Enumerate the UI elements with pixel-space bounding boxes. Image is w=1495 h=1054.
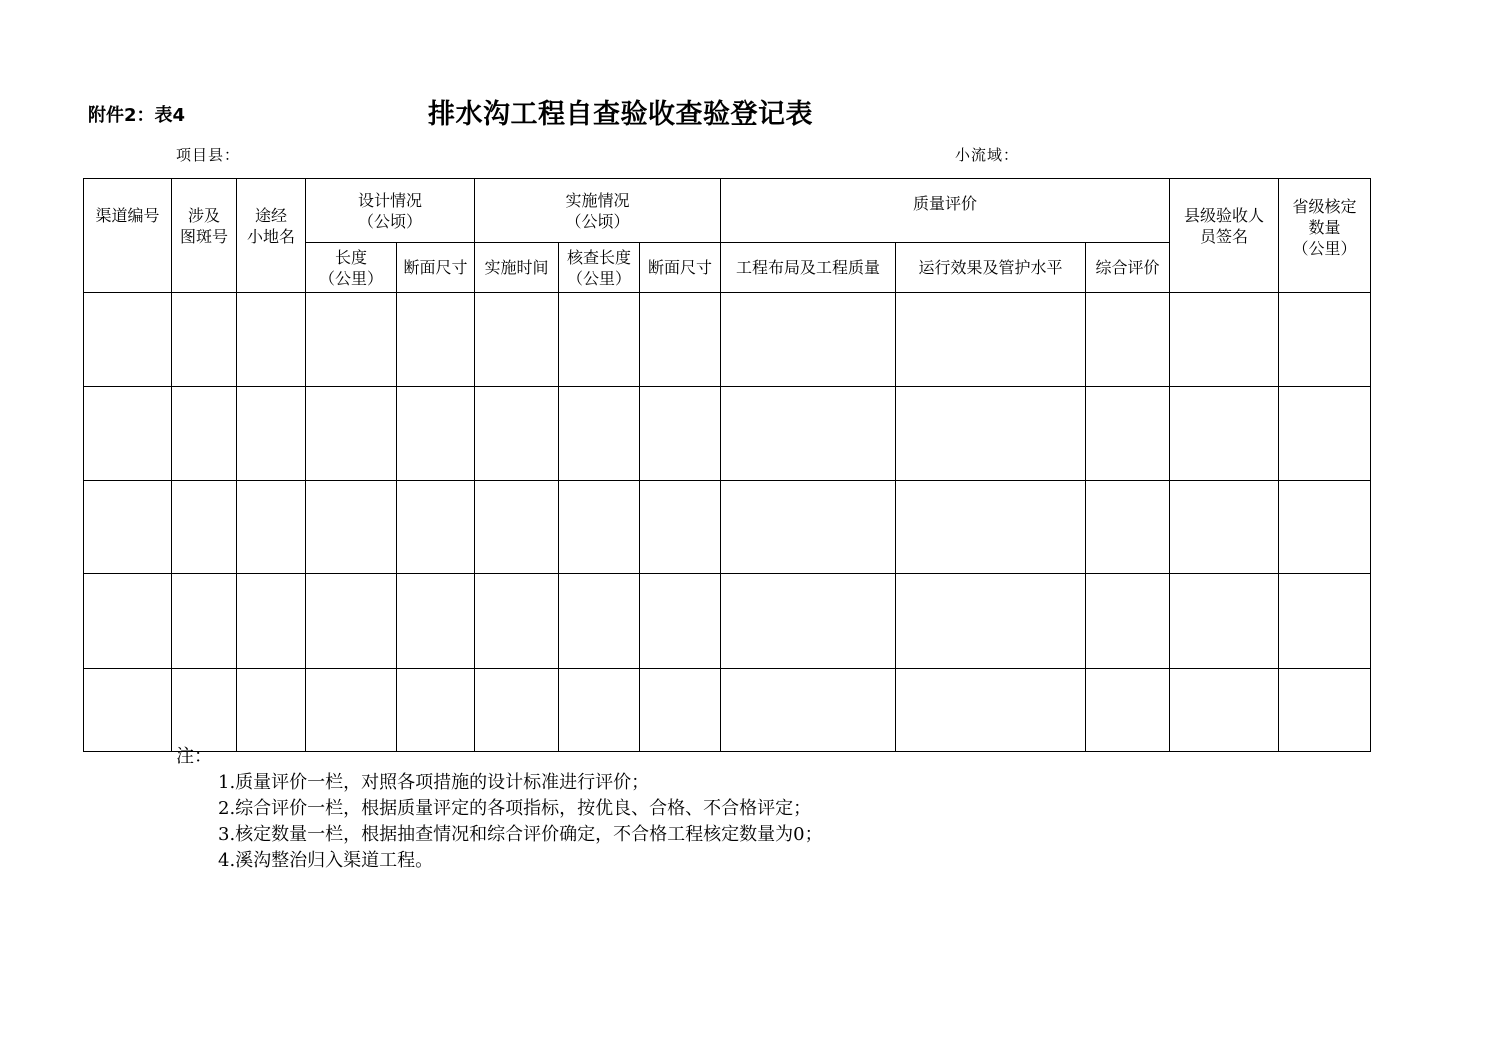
header-design-section: 断面尺寸 bbox=[397, 243, 475, 293]
table-cell[interactable] bbox=[640, 387, 721, 481]
header-channel-no: 渠道编号 bbox=[84, 179, 172, 293]
table-cell[interactable] bbox=[237, 481, 306, 574]
table-cell[interactable] bbox=[1279, 669, 1371, 752]
table-cell[interactable] bbox=[721, 387, 896, 481]
table-cell[interactable] bbox=[84, 387, 172, 481]
table-cell[interactable] bbox=[559, 481, 640, 574]
notes-section bbox=[176, 744, 823, 874]
table-cell[interactable] bbox=[172, 574, 237, 669]
table-cell[interactable] bbox=[397, 574, 475, 669]
table-cell[interactable] bbox=[306, 481, 397, 574]
table-cell[interactable] bbox=[1170, 669, 1279, 752]
table-cell[interactable] bbox=[1170, 481, 1279, 574]
header-province-quantity: 省级核定 数量 （公里） bbox=[1279, 179, 1371, 293]
table-cell[interactable] bbox=[1086, 293, 1170, 387]
header-layout-quality: 工程布局及工程质量 bbox=[721, 243, 896, 293]
header-design-length: 长度 （公里） bbox=[306, 243, 397, 293]
header-operation-maintenance: 运行效果及管护水平 bbox=[896, 243, 1086, 293]
table-cell[interactable] bbox=[721, 293, 896, 387]
table-cell[interactable] bbox=[306, 574, 397, 669]
table-cell[interactable] bbox=[475, 387, 559, 481]
table-cell[interactable] bbox=[1279, 293, 1371, 387]
table-cell[interactable] bbox=[1279, 387, 1371, 481]
table-cell[interactable] bbox=[559, 669, 640, 752]
table-cell[interactable] bbox=[172, 387, 237, 481]
table-cell[interactable] bbox=[721, 669, 896, 752]
table-cell[interactable] bbox=[559, 387, 640, 481]
table-cell[interactable] bbox=[1086, 669, 1170, 752]
table-cell[interactable] bbox=[1086, 574, 1170, 669]
table-cell[interactable] bbox=[397, 293, 475, 387]
table-cell[interactable] bbox=[475, 293, 559, 387]
table-cell[interactable] bbox=[237, 669, 306, 752]
table-cell[interactable] bbox=[84, 481, 172, 574]
note-item: 1.质量评价一栏，对照各项措施的设计标准进行评价； bbox=[218, 772, 650, 793]
header-group-design: 设计情况 （公顷） bbox=[306, 179, 475, 243]
table-row bbox=[84, 387, 1371, 481]
header-group-implementation: 实施情况 （公顷） bbox=[475, 179, 721, 243]
watershed-label: 小流域： bbox=[955, 146, 1020, 164]
inspection-register-table bbox=[83, 178, 1371, 752]
table-cell[interactable] bbox=[640, 481, 721, 574]
table-cell[interactable] bbox=[172, 669, 237, 752]
header-impl-time: 实施时间 bbox=[475, 243, 559, 293]
table-row bbox=[84, 481, 1371, 574]
table-cell[interactable] bbox=[896, 293, 1086, 387]
table-cell[interactable] bbox=[640, 293, 721, 387]
table-cell[interactable] bbox=[896, 669, 1086, 752]
table-cell[interactable] bbox=[640, 669, 721, 752]
table-cell[interactable] bbox=[84, 669, 172, 752]
table-cell[interactable] bbox=[475, 669, 559, 752]
table-cell[interactable] bbox=[306, 387, 397, 481]
table-cell[interactable] bbox=[640, 574, 721, 669]
table-cell[interactable] bbox=[721, 574, 896, 669]
table-cell[interactable] bbox=[475, 481, 559, 574]
table-row bbox=[84, 293, 1371, 387]
header-patch-no: 涉及 图斑号 bbox=[172, 179, 237, 293]
table-row bbox=[84, 574, 1371, 669]
header-group-quality: 质量评价 bbox=[721, 179, 1170, 243]
header-row-1 bbox=[84, 179, 1371, 243]
table-row bbox=[84, 669, 1371, 752]
table-cell[interactable] bbox=[721, 481, 896, 574]
table-cell[interactable] bbox=[84, 574, 172, 669]
table-cell[interactable] bbox=[1170, 293, 1279, 387]
table-cell[interactable] bbox=[896, 481, 1086, 574]
attachment-label: 附件2：表4 bbox=[88, 105, 186, 126]
header-overall-rating: 综合评价 bbox=[1086, 243, 1170, 293]
table-cell[interactable] bbox=[172, 293, 237, 387]
table-cell[interactable] bbox=[475, 574, 559, 669]
table-cell[interactable] bbox=[1086, 387, 1170, 481]
table-cell[interactable] bbox=[559, 574, 640, 669]
county-label: 项目县： bbox=[176, 146, 241, 164]
table-cell[interactable] bbox=[84, 293, 172, 387]
table-cell[interactable] bbox=[1170, 574, 1279, 669]
table-cell[interactable] bbox=[1279, 481, 1371, 574]
notes-heading: 注： bbox=[176, 746, 212, 767]
table-cell[interactable] bbox=[397, 481, 475, 574]
table-cell[interactable] bbox=[896, 574, 1086, 669]
table-cell[interactable] bbox=[559, 293, 640, 387]
note-item: 2.综合评价一栏，根据质量评定的各项指标，按优良、合格、不合格评定； bbox=[218, 798, 812, 819]
header-place-name: 途经 小地名 bbox=[237, 179, 306, 293]
table-cell[interactable] bbox=[237, 387, 306, 481]
table-cell[interactable] bbox=[397, 387, 475, 481]
table-body bbox=[84, 293, 1371, 752]
table-cell[interactable] bbox=[397, 669, 475, 752]
table-cell[interactable] bbox=[237, 293, 306, 387]
table-cell[interactable] bbox=[306, 293, 397, 387]
header-check-length: 核查长度 （公里） bbox=[559, 243, 640, 293]
table-cell[interactable] bbox=[172, 481, 237, 574]
note-item: 3.核定数量一栏，根据抽查情况和综合评价确定，不合格工程核定数量为0； bbox=[218, 824, 823, 845]
table-cell[interactable] bbox=[1279, 574, 1371, 669]
table-cell[interactable] bbox=[896, 387, 1086, 481]
table-cell[interactable] bbox=[1086, 481, 1170, 574]
table-cell[interactable] bbox=[237, 574, 306, 669]
header-county-signature: 县级验收人 员签名 bbox=[1170, 179, 1279, 293]
page-title: 排水沟工程自查验收查验登记表 bbox=[428, 99, 813, 130]
table-cell[interactable] bbox=[306, 669, 397, 752]
table-cell[interactable] bbox=[1170, 387, 1279, 481]
note-item: 4.溪沟整治归入渠道工程。 bbox=[218, 850, 434, 871]
header-impl-section: 断面尺寸 bbox=[640, 243, 721, 293]
